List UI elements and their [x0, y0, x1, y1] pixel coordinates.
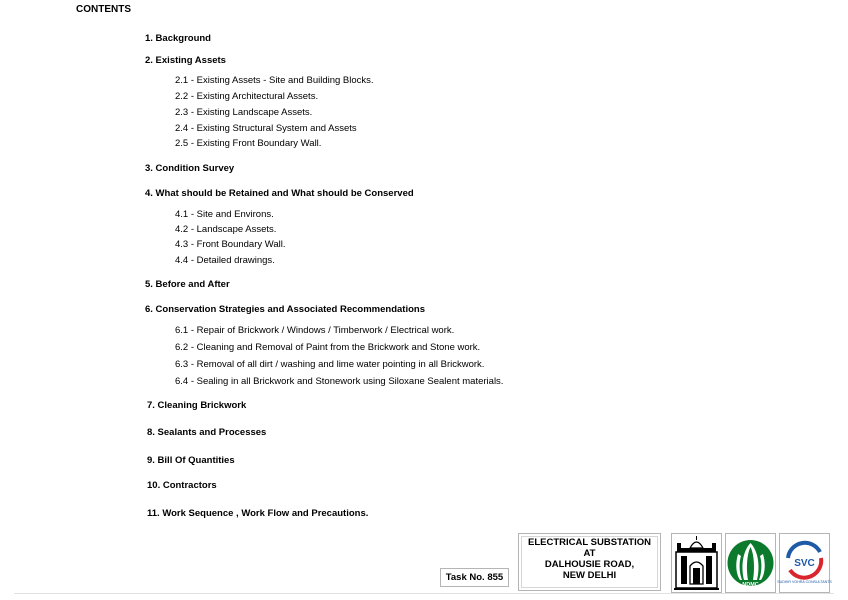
svc-logo-icon: [777, 534, 832, 592]
section-2-1: 2.1 - Existing Assets - Site and Building Blocks.: [175, 75, 374, 86]
building-logo-frame: [671, 533, 722, 593]
section-2-4: 2.4 - Existing Structural System and Assets: [175, 123, 357, 134]
section-11: 11. Work Sequence , Work Flow and Precautions.: [147, 508, 369, 519]
title-line-1: ELECTRICAL SUBSTATION: [528, 537, 651, 548]
title-line-3: DALHOUSIE ROAD,: [544, 559, 635, 570]
section-6: 6. Conservation Strategies and Associated Recommendations: [145, 304, 425, 315]
section-6-1: 6.1 - Repair of Brickwork / Windows / Timberwork / Electrical work.: [175, 325, 455, 336]
contents-title: CONTENTS: [76, 4, 131, 15]
ndmc-logo-icon: [726, 534, 775, 592]
title-line-4: NEW DELHI: [562, 570, 617, 581]
section-2: 2. Existing Assets: [145, 55, 226, 66]
section-2-2: 2.2 - Existing Architectural Assets.: [175, 91, 319, 102]
section-9: 9. Bill Of Quantities: [147, 455, 235, 466]
svc-logo-text: SVC: [794, 558, 815, 569]
section-6-4: 6.4 - Sealing in all Brickwork and Stonework using Siloxane Sealent materials.: [175, 376, 504, 387]
task-number: Task No. 855: [445, 572, 504, 583]
section-5: 5. Before and After: [145, 279, 230, 290]
heritage-building-icon: [672, 534, 721, 592]
section-1: 1. Background: [145, 33, 211, 44]
section-6-2: 6.2 - Cleaning and Removal of Paint from the Brickwork and Stone work.: [175, 342, 481, 353]
section-7: 7. Cleaning Brickwork: [147, 400, 247, 411]
section-3: 3. Condition Survey: [145, 163, 235, 174]
project-title-block: [518, 533, 661, 591]
ndmc-logo-text: NDMC: [742, 582, 759, 588]
task-number-box: [440, 568, 509, 587]
section-2-5: 2.5 - Existing Front Boundary Wall.: [175, 138, 322, 149]
section-4: 4. What should be Retained and What should be Conserved: [145, 188, 414, 199]
section-4-2: 4.2 - Landscape Assets.: [175, 224, 277, 235]
svc-logo-frame: [779, 533, 830, 593]
svc-logo-subtext: SUDHIR VOHRA CONSULTANTS: [777, 580, 832, 584]
section-4-4: 4.4 - Detailed drawings.: [175, 255, 275, 266]
section-10: 10. Contractors: [147, 480, 217, 491]
section-4-1: 4.1 - Site and Environs.: [175, 209, 274, 220]
bottom-rule: [14, 593, 834, 594]
ndmc-logo-frame: [725, 533, 776, 593]
section-2-3: 2.3 - Existing Landscape Assets.: [175, 107, 313, 118]
section-6-3: 6.3 - Removal of all dirt / washing and lime water pointing in all Brickwork.: [175, 359, 485, 370]
section-4-3: 4.3 - Front Boundary Wall.: [175, 239, 286, 250]
section-8: 8. Sealants and Processes: [147, 427, 267, 438]
title-line-2: AT: [583, 548, 596, 559]
